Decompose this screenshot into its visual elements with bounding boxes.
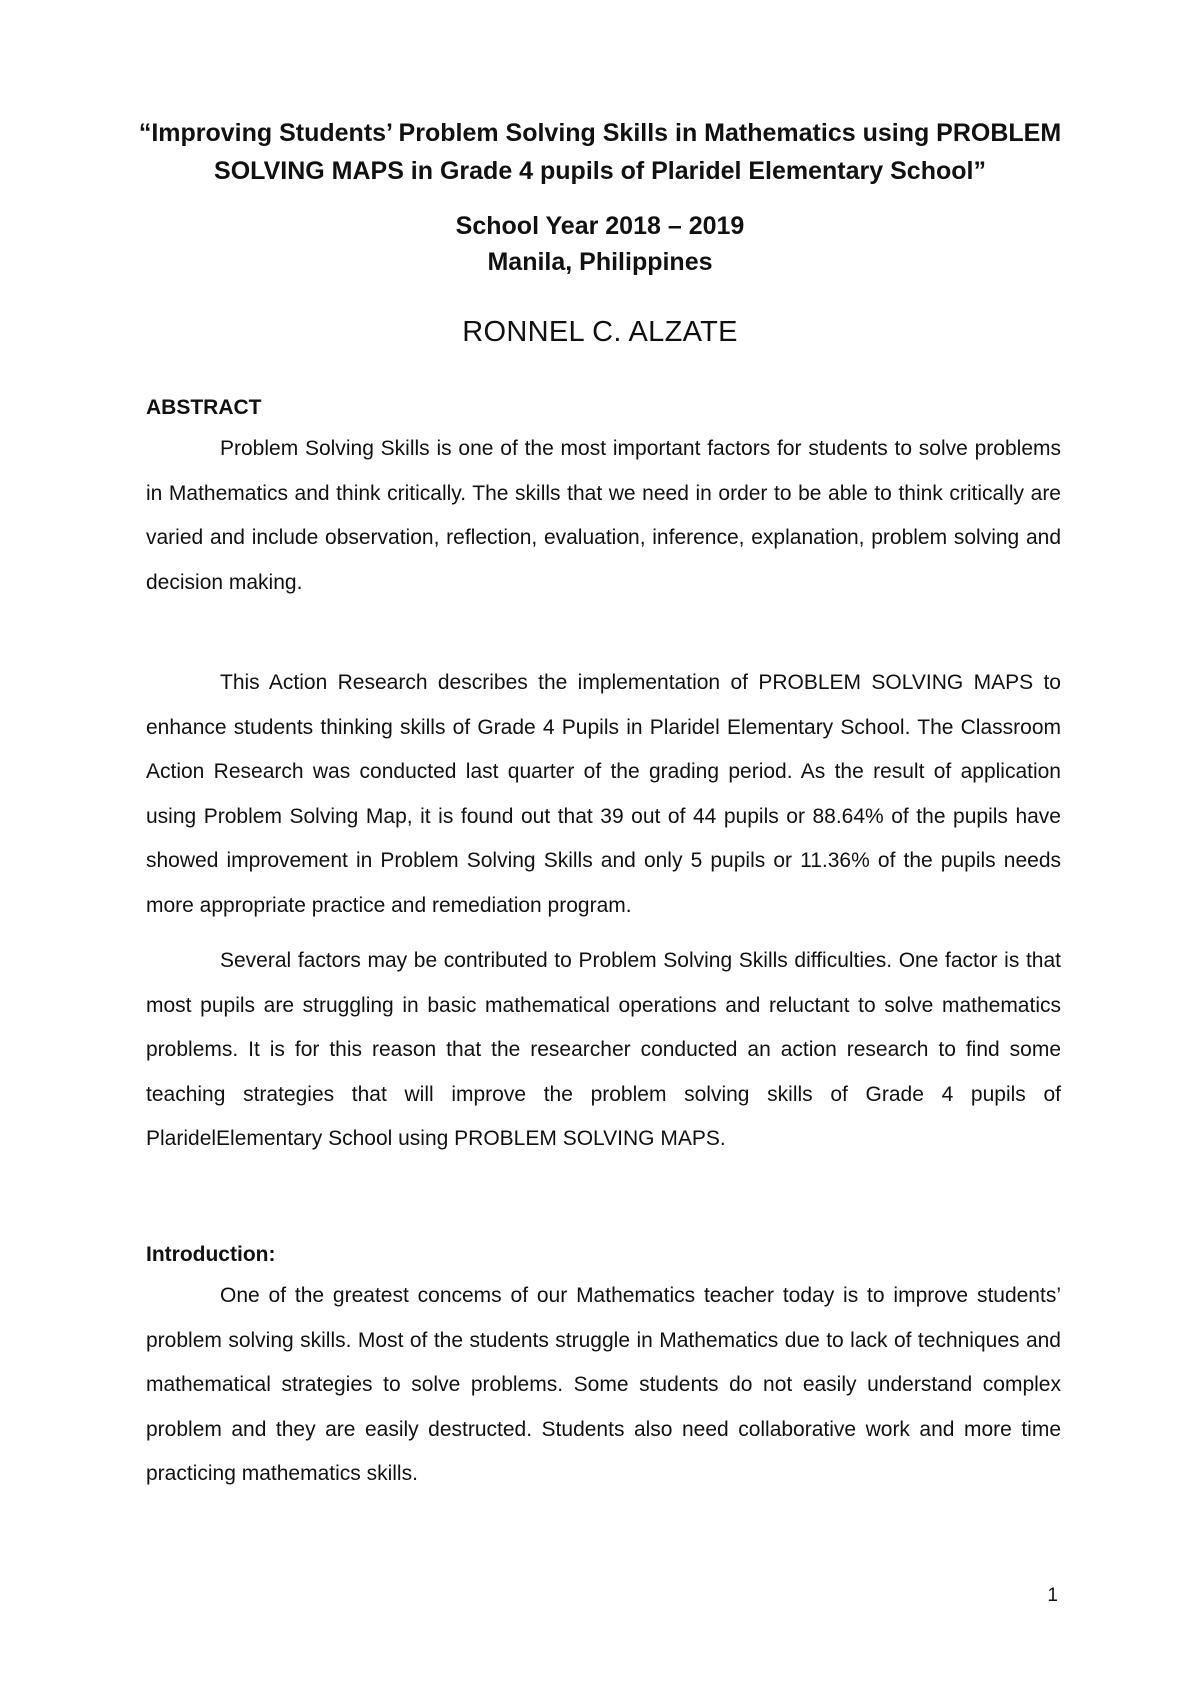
title-line-1: “Improving Students’ Problem Solving Skills in Mathematics using PROBLEM	[138, 119, 1062, 147]
document-title	[120, 114, 1080, 190]
abstract-heading: ABSTRACT	[146, 396, 262, 419]
location: Manila, Philippines	[487, 248, 713, 276]
abstract-paragraph-2: This Action Research describes the implementation of PROBLEM SOLVING MAPS to enhance students thinking skills of Grade 4 Pupils in Plaridel Elementary School. The Classroom Action Research was conducted last quarter of the grading period. As the result of application using Problem Solving Map, it is found out that 39 out of 44 pupils or 88.64% of the pupils have showed improvement in Problem Solving Skills and only 5 pupils or 11.36% of the pupils needs more appropriate practice and remediation program.	[146, 671, 1061, 917]
title-line-2: SOLVING MAPS in Grade 4 pupils of Plaridel Elementary School”	[214, 157, 986, 185]
school-year: School Year 2018 – 2019	[455, 212, 745, 240]
introduction-paragraph-1: One of the greatest concems of our Mathematics teacher today is to improve students’ problem solving skills. Most of the students struggle in Mathematics due to lack of techniques and mathematical strategies to solve problems. Some students do not easily understand complex problem and they are easily destructed. Students also need collaborative work and more time practicing mathematics skills.	[146, 1284, 1061, 1485]
page-number: 1	[1047, 1585, 1058, 1606]
author-name: RONNEL C. ALZATE	[462, 316, 738, 348]
introduction-heading: Introduction:	[146, 1243, 276, 1266]
abstract-paragraph-3: Several factors may be contributed to Problem Solving Skills difficulties. One factor is that most pupils are struggling in basic mathematical operations and reluctant to solve mathematics problems. It is for this reason that the researcher conducted an action research to find some teaching strategies that will improve the problem solving skills of Grade 4 pupils of PlaridelElementary School using PROBLEM SOLVING MAPS.	[146, 949, 1061, 1150]
abstract-paragraph-1: Problem Solving Skills is one of the most important factors for students to solve problems in Mathematics and think critically. The skills that we need in order to be able to think critically are varied and include observation, reflection, evaluation, inference, explanation, problem solving and decision making.	[146, 437, 1061, 594]
